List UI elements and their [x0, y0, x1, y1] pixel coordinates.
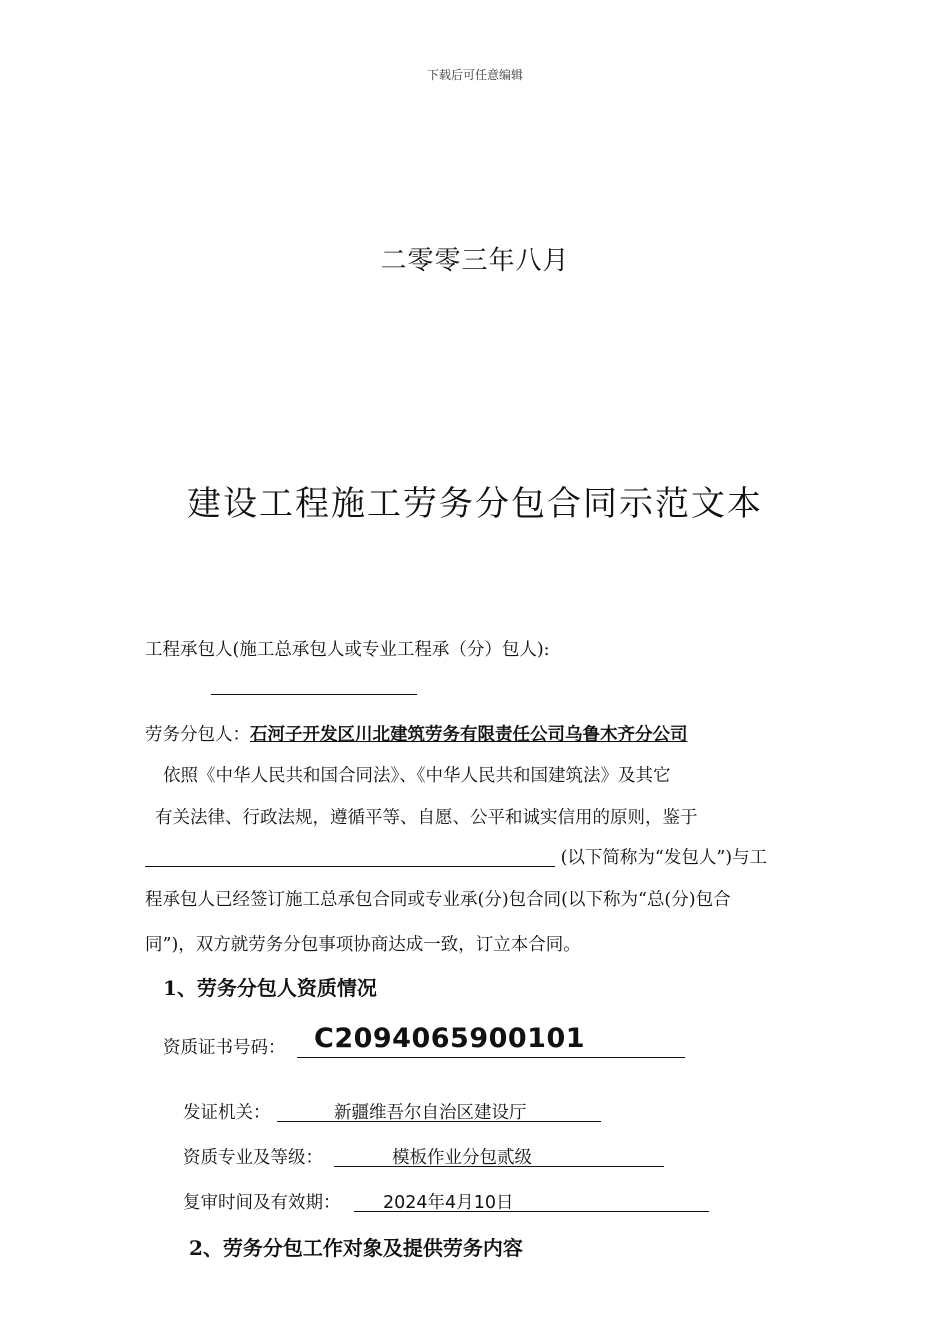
section-1-heading: 1、劳务分包人资质情况 — [163, 976, 377, 1000]
contractor-label: 工程承包人(施工总承包人或专业工程承（分）包人): — [145, 640, 550, 660]
cert-number-field — [297, 1022, 685, 1058]
contractor-blank-line — [211, 694, 417, 695]
subcontractor-line — [145, 721, 688, 746]
review-field — [354, 1189, 709, 1212]
body-line-3 — [145, 844, 767, 869]
employer-blank-line — [145, 849, 555, 867]
date-line: 二零零三年八月 — [380, 246, 570, 276]
body-line-4: 程承包人已经签订施工总承包合同或专业承(分)包合同(以下称为“总(分)包合 — [145, 890, 731, 910]
subcontractor-label: 劳务分包人： — [145, 725, 250, 745]
body-line-3-text: (以下简称为“发包人”)与工 — [560, 848, 768, 868]
review-year-unit: 年 — [427, 1193, 446, 1213]
section-2-heading: 2、劳务分包工作对象及提供劳务内容 — [189, 1236, 523, 1260]
grade-label: 资质专业及等级： — [183, 1148, 323, 1168]
review-label: 复审时间及有效期： — [183, 1193, 341, 1213]
cert-label: 资质证书号码： — [163, 1038, 286, 1058]
review-year: 2024 — [383, 1193, 428, 1213]
issuer-label: 发证机关： — [183, 1103, 271, 1123]
issuer-field — [277, 1099, 601, 1122]
document-title: 建设工程施工劳务分包合同示范文本 — [187, 484, 763, 524]
header-note: 下载后可任意编辑 — [426, 68, 523, 82]
cert-number: C2094065900101 — [314, 1023, 586, 1054]
body-line-1: 依照《中华人民共和国合同法》、《中华人民共和国建筑法》及其它 — [163, 766, 671, 786]
issuer-value: 新疆维吾尔自治区建设厅 — [334, 1103, 527, 1123]
body-line-2: 有关法律、行政法规，遵循平等、自愿、公平和诚实信用的原则，鉴于 — [155, 808, 698, 828]
subcontractor-name: 石河子开发区川北建筑劳务有限责任公司乌鲁木齐分公司 — [250, 725, 688, 745]
review-day: 10 — [473, 1193, 496, 1213]
review-month-unit: 月 — [456, 1193, 474, 1213]
body-line-5: 同”)，双方就劳务分包事项协商达成一致，订立本合同。 — [145, 935, 581, 955]
review-day-unit: 日 — [495, 1193, 514, 1213]
grade-value: 模板作业分包贰级 — [392, 1148, 532, 1168]
grade-field — [334, 1144, 664, 1167]
review-month: 4 — [445, 1193, 457, 1213]
review-value — [383, 1189, 513, 1214]
